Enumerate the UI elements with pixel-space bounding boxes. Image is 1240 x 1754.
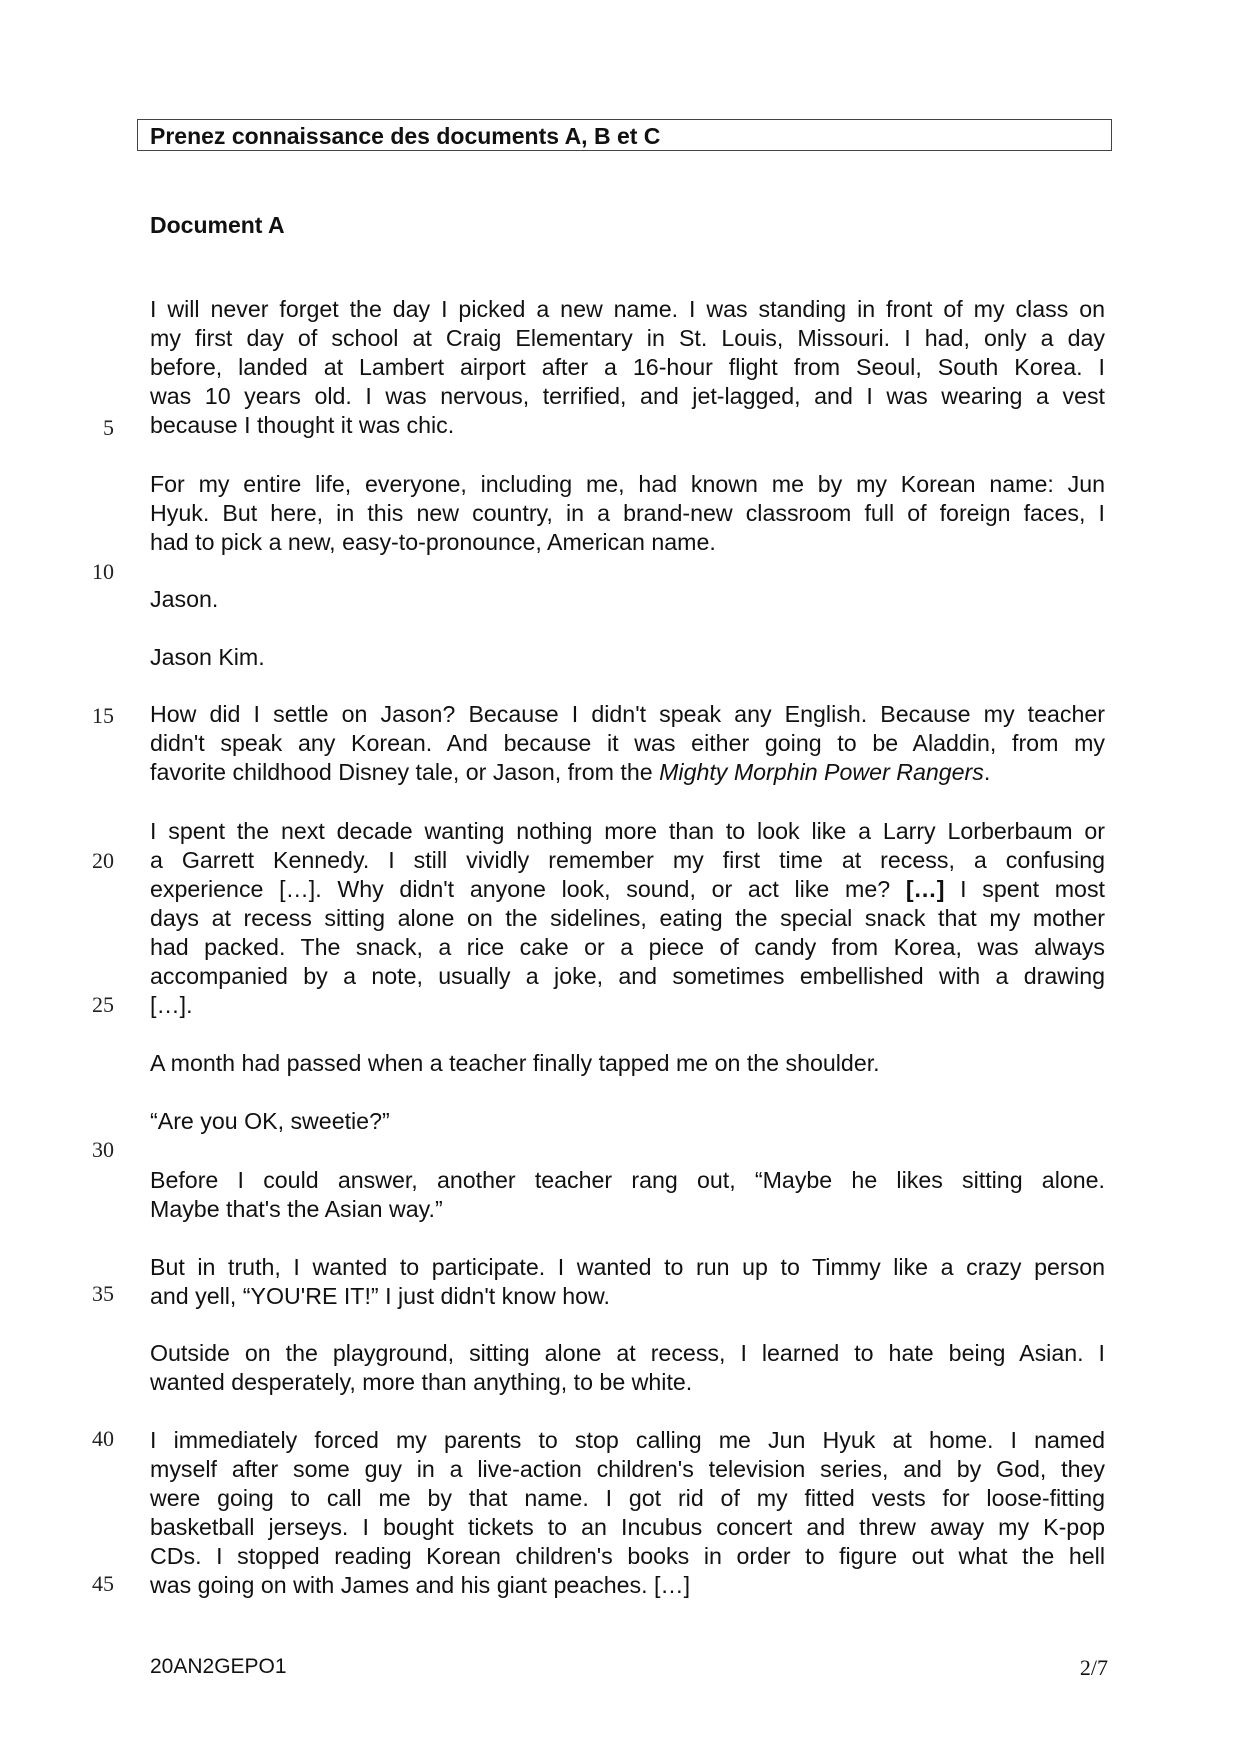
text-line: were going to call me by that name. I got rid of my fitted vests for loose-fitting: [150, 1485, 1105, 1511]
page-number: 2/7: [1079, 1655, 1108, 1680]
text-line: days at recess sitting alone on the sidelines, eating the special snack that my mother: [150, 905, 1105, 931]
text-line: How did I settle on Jason? Because I didn't speak any English. Because my teacher: [150, 701, 1105, 727]
bold-ellipsis: […]: [905, 876, 945, 902]
line-number: 10: [92, 559, 114, 584]
text-line: But in truth, I wanted to participate. I wanted to run up to Timmy like a crazy person: [150, 1254, 1105, 1280]
text-line: I immediately forced my parents to stop calling me Jun Hyuk at home. I named: [150, 1427, 1105, 1453]
text-fragment: favorite childhood Disney tale, or Jason, from the: [150, 759, 660, 785]
paragraph-3: [150, 585, 1105, 614]
text-line: was going on with James and his giant peaches. […]: [150, 1572, 691, 1598]
text-line: was 10 years old. I was nervous, terrified, and jet-lagged, and I was wearing a vest: [150, 383, 1105, 409]
paragraph-4: [150, 643, 1105, 672]
text-line: Jason.: [150, 586, 219, 612]
text-line: CDs. I stopped reading Korean children's books in order to figure out what the hell: [150, 1543, 1105, 1569]
paragraph-5: [150, 700, 1105, 787]
text-line: “Are you OK, sweetie?”: [150, 1108, 390, 1134]
text-line: my first day of school at Craig Elementary in St. Louis, Missouri. I had, only a day: [150, 325, 1105, 351]
text-line: and yell, “YOU'RE IT!” I just didn't know how.: [150, 1283, 610, 1309]
text-line: didn't speak any Korean. And because it was either going to be Aladdin, from my: [150, 730, 1105, 756]
text-line: I spent the next decade wanting nothing more than to look like a Larry Lorberbaum or: [150, 818, 1105, 844]
paragraph-10: [150, 1253, 1105, 1311]
line-number: 30: [92, 1137, 114, 1162]
text-line: a Garrett Kennedy. I still vividly remember my first time at recess, a confusing: [150, 847, 1105, 873]
document-title: Document A: [150, 212, 285, 238]
paragraph-12: [150, 1426, 1105, 1600]
italic-title: Mighty Morphin Power Rangers: [659, 759, 984, 785]
line-number: 40: [92, 1426, 114, 1451]
text-line: myself after some guy in a live-action children's television series, and by God, they: [150, 1456, 1105, 1482]
paragraph-9: [150, 1166, 1105, 1224]
text-line: accompanied by a note, usually a joke, and sometimes embellished with a drawing: [150, 963, 1105, 989]
footer-code: 20AN2GEPO1: [150, 1655, 287, 1678]
text-line: because I thought it was chic.: [150, 412, 455, 438]
text-line: Hyuk. But here, in this new country, in a brand-new classroom full of foreign faces, I: [150, 500, 1105, 526]
text-line: basketball jerseys. I bought tickets to an Incubus concert and threw away my K-pop: [150, 1514, 1105, 1540]
text-fragment: I spent most: [944, 876, 1105, 902]
text-line: Before I could answer, another teacher rang out, “Maybe he likes sitting alone.: [150, 1167, 1105, 1193]
text-line: I will never forget the day I picked a new name. I was standing in front of my class on: [150, 296, 1105, 322]
text-line: […].: [150, 992, 193, 1018]
text-line: before, landed at Lambert airport after a 16-hour flight from Seoul, South Korea. I: [150, 354, 1105, 380]
instruction-box: [137, 119, 1112, 151]
line-number: 25: [92, 992, 114, 1017]
text-fragment: .: [983, 759, 991, 785]
text-line: wanted desperately, more than anything, to be white.: [150, 1369, 693, 1395]
line-number: 20: [92, 848, 114, 873]
text-line: Jason Kim.: [150, 644, 265, 670]
paragraph-2: [150, 470, 1105, 557]
text-line: A month had passed when a teacher finally tapped me on the shoulder.: [150, 1050, 880, 1076]
text-line: Maybe that's the Asian way.”: [150, 1196, 443, 1222]
paragraph-8: [150, 1107, 1105, 1136]
paragraph-6: [150, 817, 1105, 1020]
text-line: For my entire life, everyone, including me, had known me by my Korean name: Jun: [150, 471, 1105, 497]
paragraph-11: [150, 1339, 1105, 1397]
line-number: 15: [92, 703, 114, 728]
paragraph-1: [150, 295, 1105, 440]
paragraph-7: [150, 1049, 1105, 1078]
instruction-text: Prenez connaissance des documents A, B et C: [150, 123, 661, 149]
line-number: 45: [92, 1571, 114, 1596]
text-fragment: experience […]. Why didn't anyone look, sound, or act like me?: [150, 876, 906, 902]
text-line: had to pick a new, easy-to-pronounce, American name.: [150, 529, 716, 555]
text-line: [150, 758, 1105, 787]
text-line: [150, 875, 1105, 904]
line-number: 35: [92, 1281, 114, 1306]
text-line: Outside on the playground, sitting alone at recess, I learned to hate being Asian. I: [150, 1340, 1105, 1366]
line-number: 5: [103, 415, 114, 440]
text-line: had packed. The snack, a rice cake or a piece of candy from Korea, was always: [150, 934, 1105, 960]
